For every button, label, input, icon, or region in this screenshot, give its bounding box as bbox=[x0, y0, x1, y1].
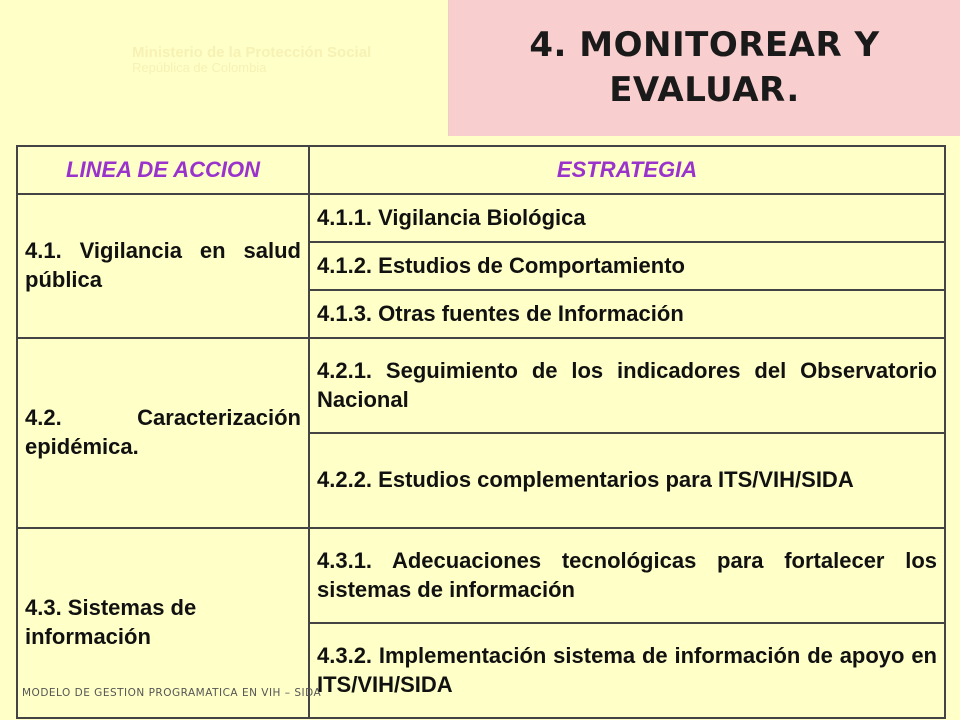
strategy-cell: 4.2.1. Seguimiento de los indicadores del Observatorio Nacional bbox=[309, 338, 945, 433]
title-line-2: EVALUAR. bbox=[609, 70, 800, 110]
strategy-cell: 4.3.1. Adecuaciones tecnológicas para fortalecer los sistemas de información bbox=[309, 528, 945, 623]
table-row bbox=[17, 528, 945, 623]
slide-title bbox=[529, 23, 879, 113]
ministry-watermark bbox=[132, 44, 371, 76]
strategy-cell: 4.1.2. Estudios de Comportamiento bbox=[309, 242, 945, 290]
ministry-country: República de Colombia bbox=[132, 60, 267, 76]
header-linea-de-accion: LINEA DE ACCION bbox=[17, 146, 309, 194]
strategy-cell: 4.1.1. Vigilancia Biológica bbox=[309, 194, 945, 242]
table-header-row bbox=[17, 146, 945, 194]
strategy-cell: 4.3.2. Implementación sistema de información de apoyo en ITS/VIH/SIDA bbox=[309, 623, 945, 718]
table-row bbox=[17, 194, 945, 242]
strategy-cell: 4.2.2. Estudios complementarios para ITS/VIH/SIDA bbox=[309, 433, 945, 528]
action-line-cell: 4.1. Vigilancia en salud pública bbox=[17, 194, 309, 338]
action-line-cell: 4.2. Caracterización epidémica. bbox=[17, 338, 309, 528]
action-line-cell: 4.3. Sistemas de información bbox=[17, 528, 309, 718]
title-line-1: 4. MONITOREAR Y bbox=[529, 25, 880, 66]
header-estrategia: ESTRATEGIA bbox=[309, 146, 945, 194]
strategy-cell: 4.1.3. Otras fuentes de Información bbox=[309, 290, 945, 338]
table-row bbox=[17, 338, 945, 433]
footer-text: MODELO DE GESTION PROGRAMATICA EN VIH – SIDA bbox=[22, 687, 322, 699]
strategy-table bbox=[16, 145, 946, 719]
title-box bbox=[448, 0, 960, 136]
ministry-name: Ministerio de la Protección Social bbox=[132, 44, 372, 61]
